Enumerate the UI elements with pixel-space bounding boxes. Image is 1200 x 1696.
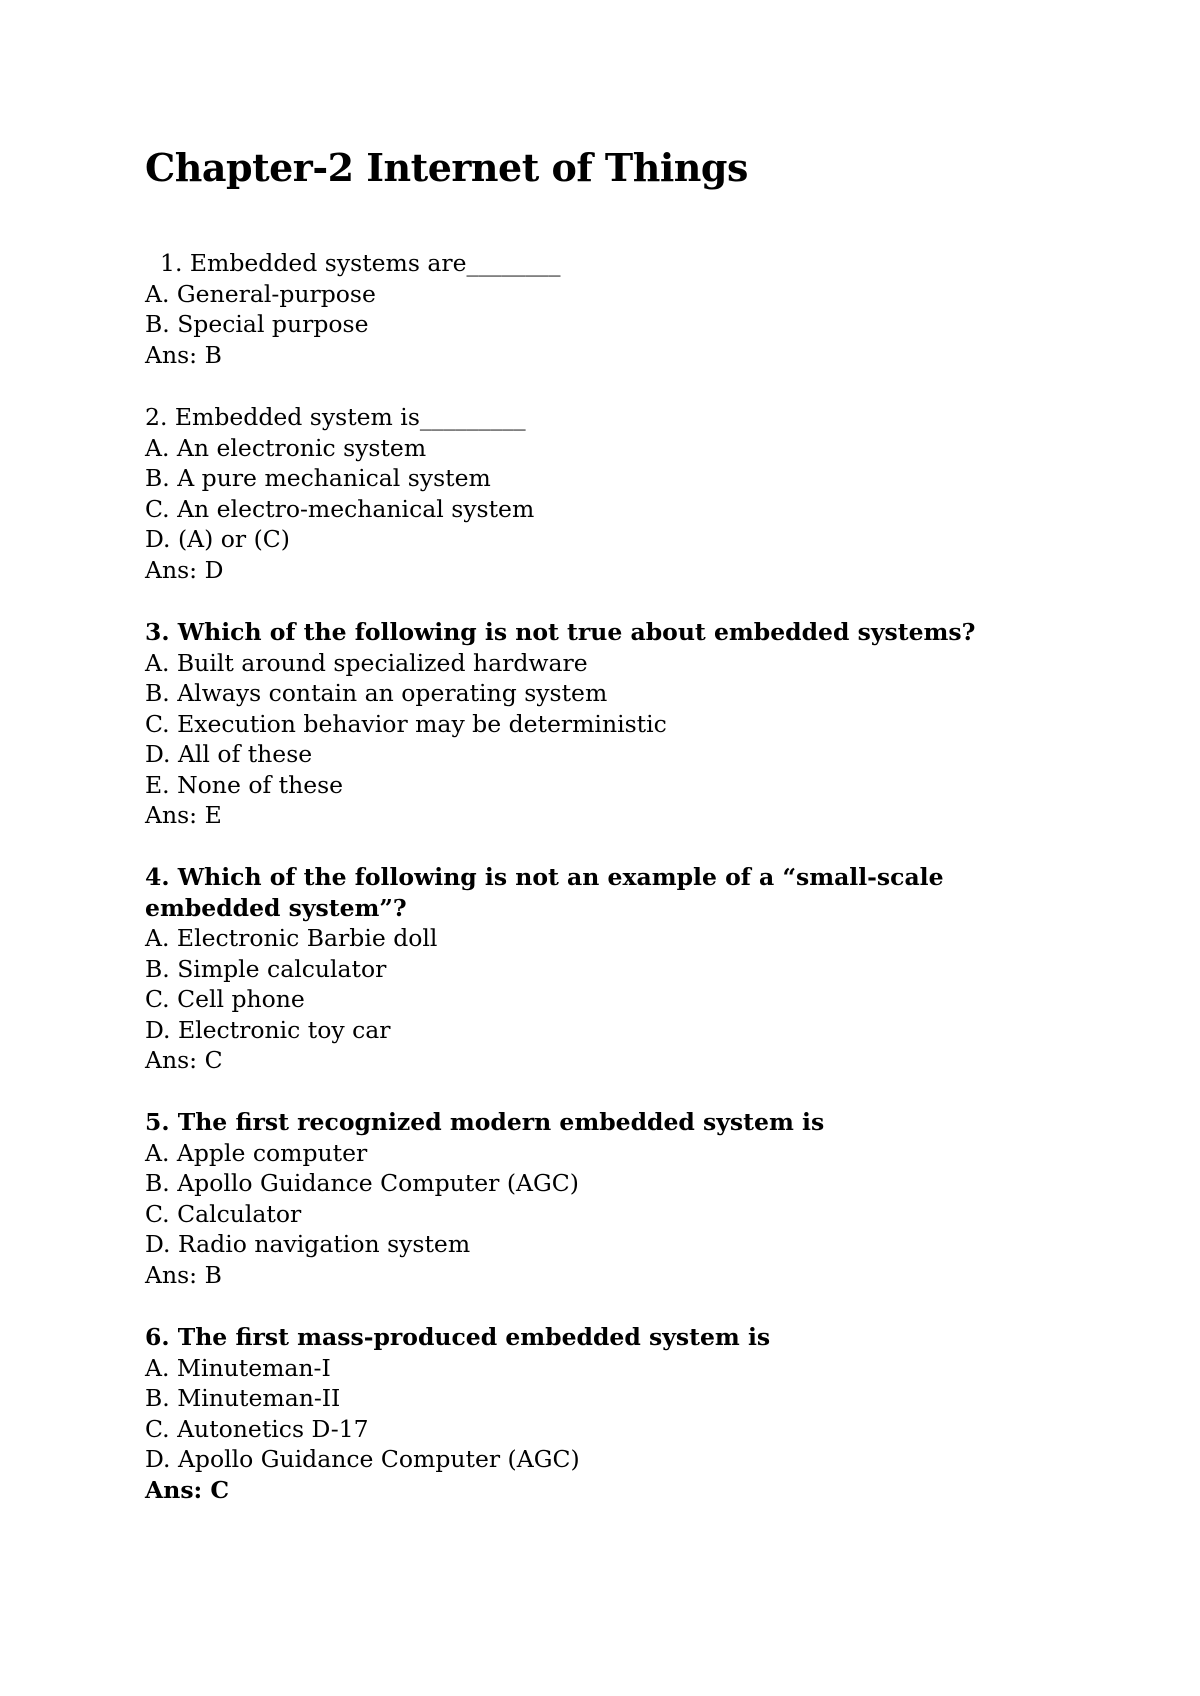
answer [145, 1045, 1045, 1076]
option-a: A. Electronic Barbie doll [145, 924, 438, 952]
option-d: D. Apollo Guidance Computer (AGC) [145, 1445, 580, 1473]
question-text [145, 402, 1045, 433]
question-4 [145, 862, 1045, 1076]
answer-value: B [204, 1260, 222, 1289]
option-d: D. Radio navigation system [145, 1230, 471, 1258]
answer [145, 1475, 1045, 1506]
answer [145, 340, 1045, 371]
question-1-body [145, 279, 1045, 371]
option-c: C. Cell phone [145, 985, 305, 1013]
answer-value: D [204, 555, 224, 584]
answer-value: B [204, 340, 222, 369]
answer-label: Ans: [145, 555, 198, 584]
option-d: D. All of these [145, 740, 313, 768]
question-number: 5. [145, 1108, 170, 1136]
option-b: B. Always contain an operating system [145, 679, 608, 707]
question-number: 1. [160, 249, 183, 277]
option-b: B. A pure mechanical system [145, 464, 491, 492]
question-text [145, 1322, 1045, 1353]
option-b: B. Special purpose [145, 310, 369, 338]
answer [145, 555, 1045, 586]
question-prompt: The first recognized modern embedded system is [177, 1108, 825, 1136]
answer [145, 1260, 1045, 1291]
question-prompt: Embedded system is_________ [174, 403, 526, 431]
question-number: 4. [145, 863, 170, 891]
answer-value: C [204, 1046, 223, 1074]
option-d: D. (A) or (C) [145, 525, 290, 553]
question-text [145, 617, 1045, 648]
answer-label: Ans: [145, 1475, 203, 1504]
option-a: A. Apple computer [145, 1138, 368, 1167]
option-d: D. Electronic toy car [145, 1015, 391, 1044]
option-e: E. None of these [145, 770, 344, 799]
option-b: B. Simple calculator [145, 954, 387, 983]
page-title: Chapter-2 Internet of Things [145, 145, 748, 190]
option-a: A. Built around specialized hardware [145, 648, 588, 677]
question-prompt: Embedded systems are________ [189, 249, 561, 277]
option-c: C. Calculator [145, 1199, 302, 1228]
question-5 [145, 1107, 1045, 1290]
answer-label: Ans: [145, 1046, 198, 1074]
answer-label: Ans: [145, 1260, 198, 1289]
question-text [145, 1107, 1045, 1138]
question-6 [145, 1322, 1045, 1505]
question-prompt: The first mass-produced embedded system is [177, 1323, 771, 1351]
answer-value: E [204, 801, 222, 829]
answer-value: C [210, 1475, 230, 1504]
question-number: 6. [145, 1323, 170, 1351]
question-2 [145, 402, 1045, 585]
question-prompt: Which of the following is not true about embedded systems? [177, 618, 976, 646]
option-a: A. Minuteman-I [145, 1353, 331, 1382]
question-prompt: Which of the following is not an example of a “small-scale embedded system”? [145, 863, 944, 922]
answer [145, 800, 1045, 831]
option-b: B. Apollo Guidance Computer (AGC) [145, 1169, 579, 1197]
question-number: 2. [145, 403, 168, 431]
option-c: C. Autonetics D-17 [145, 1414, 369, 1443]
answer-label: Ans: [145, 801, 198, 829]
option-b: B. Minuteman-II [145, 1384, 341, 1412]
answer-label: Ans: [145, 340, 198, 369]
question-text [145, 862, 1025, 923]
question-1 [160, 248, 1060, 279]
option-c: C. An electro-mechanical system [145, 494, 535, 523]
option-a: A. General-purpose [145, 279, 376, 308]
option-a: A. An electronic system [145, 433, 427, 462]
question-text [160, 248, 1060, 279]
option-c: C. Execution behavior may be deterministic [145, 709, 667, 738]
question-3 [145, 617, 1045, 831]
question-number: 3. [145, 618, 170, 646]
